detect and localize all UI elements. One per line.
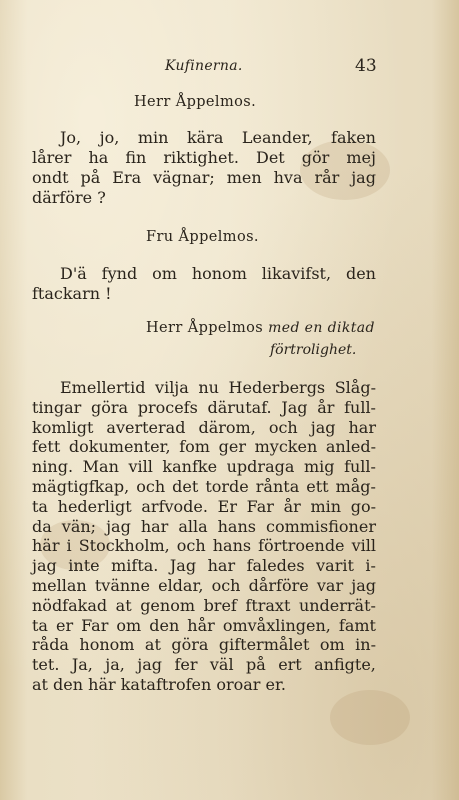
word: fer bbox=[174, 655, 198, 675]
word: Jag bbox=[281, 397, 308, 417]
word: vägnar; bbox=[153, 168, 215, 187]
word: hva bbox=[273, 168, 303, 187]
word: vill bbox=[351, 536, 376, 556]
word: at bbox=[144, 635, 161, 655]
word: på bbox=[80, 168, 101, 187]
word: jag bbox=[310, 417, 336, 437]
word: kära bbox=[186, 128, 224, 147]
word: da bbox=[32, 516, 52, 536]
speaker-name: Herr Åppelmos bbox=[146, 320, 264, 336]
word: in- bbox=[355, 635, 376, 655]
word: ning. bbox=[32, 457, 74, 477]
word: Man bbox=[82, 457, 119, 477]
word: eldar, bbox=[158, 576, 204, 595]
text-line bbox=[32, 399, 376, 417]
word: vilja bbox=[155, 378, 189, 397]
running-header-title: Kufinerna. bbox=[165, 58, 243, 74]
word: därutaf. bbox=[207, 397, 272, 417]
word: om bbox=[319, 635, 345, 655]
word: min bbox=[310, 496, 342, 516]
word: fynd bbox=[101, 264, 138, 283]
word: Jag bbox=[169, 556, 197, 576]
word: år bbox=[283, 496, 301, 516]
word: nödfakad bbox=[32, 595, 108, 615]
word: och bbox=[176, 536, 206, 556]
word: mägtigfkap, bbox=[32, 477, 130, 496]
text-line bbox=[32, 438, 376, 456]
word: och bbox=[268, 417, 298, 437]
word: tingar bbox=[32, 397, 82, 417]
word: dokumenter, bbox=[68, 437, 171, 457]
word: full- bbox=[344, 397, 376, 417]
word: ger bbox=[218, 437, 246, 457]
paper-stain bbox=[330, 690, 410, 745]
speaker-heading: Fru Åppelmos. bbox=[146, 229, 259, 245]
word: Leander, bbox=[241, 128, 313, 147]
word: mifta. bbox=[111, 556, 159, 576]
word: ja, bbox=[105, 655, 125, 675]
word: råda bbox=[32, 635, 69, 655]
word: alla bbox=[178, 516, 208, 536]
word: underrät- bbox=[298, 595, 376, 615]
word: nu bbox=[198, 378, 219, 397]
word: i bbox=[66, 536, 72, 556]
word: honom bbox=[191, 264, 247, 283]
stage-direction: med en diktad bbox=[268, 320, 375, 336]
word: på bbox=[246, 655, 266, 675]
word: väl bbox=[209, 655, 234, 675]
word: vill bbox=[128, 457, 153, 477]
word: dårföre bbox=[248, 576, 309, 595]
word: den bbox=[149, 615, 180, 635]
word: Hederbergs bbox=[228, 378, 326, 397]
word: hederligt bbox=[57, 496, 132, 516]
word: och bbox=[211, 576, 241, 595]
word: hans bbox=[217, 516, 256, 536]
word: måg- bbox=[335, 477, 376, 496]
text-line bbox=[32, 285, 112, 303]
word: procefs bbox=[137, 397, 198, 417]
word: at bbox=[115, 595, 132, 615]
word: tvänne bbox=[94, 576, 150, 595]
word: förtroende bbox=[258, 536, 345, 556]
word: Emellertid bbox=[60, 378, 146, 397]
word: fett bbox=[32, 437, 61, 457]
word: har bbox=[207, 556, 236, 576]
text-line bbox=[32, 458, 376, 476]
text-line bbox=[32, 189, 106, 207]
text-line bbox=[32, 537, 376, 555]
word: Ja, bbox=[71, 655, 93, 675]
word: mej bbox=[346, 148, 376, 167]
word: ondt bbox=[32, 168, 69, 187]
word: jag bbox=[106, 516, 131, 536]
word: faledes bbox=[246, 556, 305, 576]
text-line bbox=[32, 676, 286, 694]
text-line bbox=[32, 557, 376, 575]
page-number: 43 bbox=[355, 56, 377, 76]
word: varit bbox=[316, 556, 354, 576]
word: ha bbox=[88, 148, 109, 167]
word: Era bbox=[112, 168, 142, 187]
word: gör bbox=[301, 148, 330, 167]
word: ert bbox=[278, 655, 302, 675]
word: giftermålet bbox=[218, 635, 310, 655]
word: omvåxlingen, bbox=[222, 615, 331, 635]
word: hans bbox=[212, 536, 252, 556]
text-line bbox=[32, 617, 376, 635]
word: ftackarn ! bbox=[32, 284, 112, 303]
text-line bbox=[32, 169, 376, 187]
word: jag bbox=[137, 655, 163, 675]
word: famt bbox=[338, 615, 376, 635]
word: D'ä bbox=[60, 264, 87, 283]
word: ta bbox=[32, 615, 48, 635]
word: honom bbox=[79, 635, 135, 655]
word: Det bbox=[255, 148, 285, 167]
word: fin bbox=[125, 148, 147, 167]
text-line bbox=[60, 129, 376, 147]
text-line bbox=[32, 656, 376, 674]
word: den bbox=[345, 264, 376, 283]
word: anfigte, bbox=[314, 655, 376, 675]
word: vän; bbox=[61, 516, 97, 536]
text-line bbox=[32, 149, 376, 167]
speaker-heading: Herr Åppelmos. bbox=[134, 94, 257, 110]
word: updraga bbox=[226, 457, 295, 477]
text-line bbox=[60, 265, 376, 283]
word: ta bbox=[32, 496, 48, 516]
word: Far bbox=[246, 496, 274, 516]
word: det bbox=[172, 477, 199, 496]
word: mycken bbox=[254, 437, 318, 457]
word: averterad bbox=[106, 417, 186, 437]
word: Far bbox=[81, 615, 109, 635]
word: Slåg- bbox=[334, 378, 376, 397]
word: Stockholm, bbox=[78, 536, 170, 556]
word: riktighet. bbox=[163, 148, 239, 167]
word: Er bbox=[217, 496, 237, 516]
word: lårer bbox=[32, 148, 72, 167]
word: rår bbox=[314, 168, 340, 187]
word: full- bbox=[344, 457, 376, 477]
word: jo, bbox=[99, 128, 120, 147]
word: arfvode. bbox=[141, 496, 208, 516]
word: faken bbox=[331, 128, 376, 147]
word: anled- bbox=[325, 437, 376, 457]
word: jag bbox=[351, 576, 376, 595]
word: kanfke bbox=[162, 457, 218, 477]
word: ftraxt bbox=[245, 595, 291, 615]
text-line bbox=[32, 419, 376, 437]
word: hår bbox=[187, 615, 215, 635]
word: fom bbox=[179, 437, 210, 457]
word: inte bbox=[68, 556, 100, 576]
word: likavifst, bbox=[261, 264, 332, 283]
word: mellan bbox=[32, 576, 87, 595]
word: rånta bbox=[255, 477, 300, 496]
text-line bbox=[32, 518, 376, 536]
word: bref bbox=[203, 595, 237, 615]
word: mig bbox=[303, 457, 335, 477]
word: därom, bbox=[198, 417, 256, 437]
word: komligt bbox=[32, 417, 94, 437]
word: at den här kataftrofen oroar er. bbox=[32, 675, 286, 694]
word: år bbox=[317, 397, 335, 417]
word: har bbox=[140, 516, 169, 536]
text-line bbox=[32, 478, 376, 496]
word: tet. bbox=[32, 655, 60, 675]
word: torde bbox=[205, 477, 249, 496]
word: jag bbox=[32, 556, 57, 576]
word: men bbox=[226, 168, 262, 187]
stage-direction: förtrolighet. bbox=[270, 342, 357, 358]
word: min bbox=[137, 128, 169, 147]
word: göra bbox=[90, 397, 129, 417]
word: i- bbox=[365, 556, 376, 576]
word: Jo, bbox=[60, 128, 82, 147]
word: om bbox=[116, 615, 142, 635]
word: här bbox=[32, 536, 60, 556]
word: har bbox=[348, 417, 376, 437]
word: go- bbox=[350, 496, 376, 516]
text-line bbox=[32, 597, 376, 615]
word: er bbox=[56, 615, 74, 635]
word: commisfioner bbox=[265, 516, 376, 536]
text-line bbox=[32, 498, 376, 516]
text-line bbox=[32, 577, 376, 595]
speaker-heading bbox=[146, 320, 375, 336]
word: var bbox=[316, 576, 344, 595]
word: och bbox=[136, 477, 166, 496]
word: göra bbox=[171, 635, 209, 655]
text-line bbox=[60, 379, 376, 397]
text-line bbox=[32, 636, 376, 654]
word: därföre ? bbox=[32, 188, 106, 207]
word: genom bbox=[140, 595, 196, 615]
word: om bbox=[152, 264, 177, 283]
word: jag bbox=[351, 168, 376, 187]
word: ett bbox=[306, 477, 329, 496]
